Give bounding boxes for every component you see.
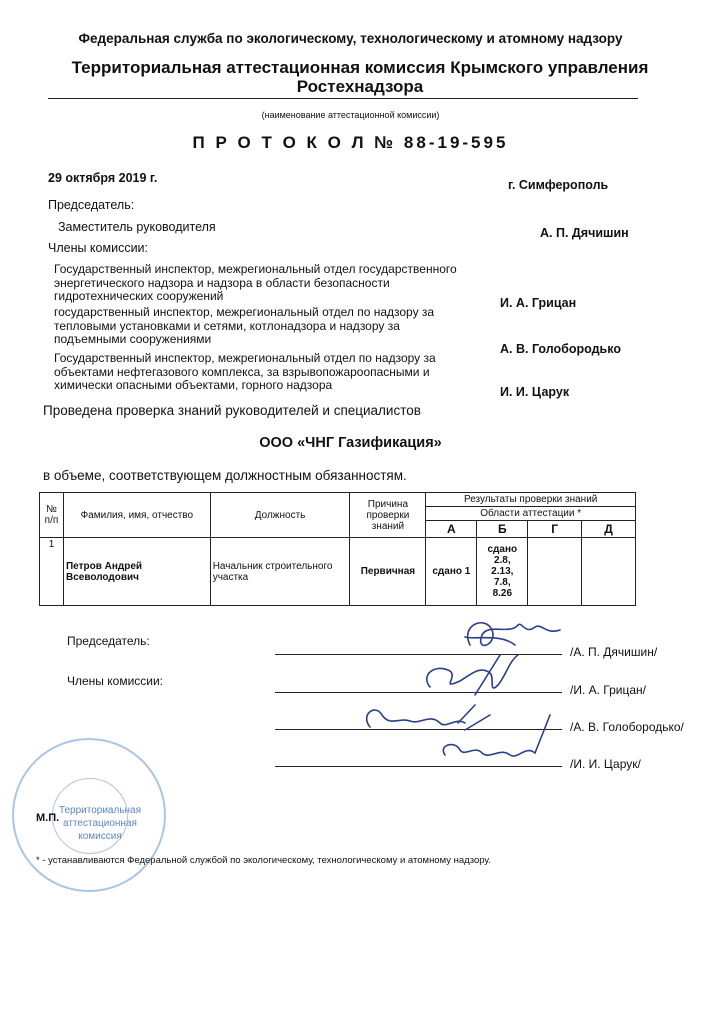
scope-text: в объеме, соответствующем должностным обязанностям. (43, 468, 407, 483)
commission-underline (48, 98, 638, 99)
agency-name: Федеральная служба по экологическому, технологическому и атомному надзору (78, 31, 623, 46)
members-label: Члены комиссии: (48, 241, 149, 255)
member-name: А. В. Голобородько (500, 342, 621, 356)
member-name: И. И. Царук (500, 385, 570, 399)
col-header-b: Б (477, 521, 528, 538)
cell-a: сдано 1 (426, 538, 477, 606)
col-header-g: Г (528, 521, 582, 538)
protocol-title: П Р О Т О К О Л № 88-19-595 (192, 133, 509, 152)
cell-num: 1 (40, 538, 64, 606)
protocol-date: 29 октября 2019 г. (48, 171, 158, 185)
col-header-fio: Фамилия, имя, отчество (63, 493, 210, 538)
chairman-label: Председатель: (48, 198, 135, 212)
mp-label: М.П. (36, 812, 60, 824)
sig-members-label: Члены комиссии: (67, 674, 164, 688)
col-header-areas: Области аттестации * (426, 507, 636, 521)
cell-position: Начальник строительного участка (210, 538, 350, 606)
col-header-num: № п/п (40, 493, 64, 538)
commission-name: Территориальная аттестационная комиссия Крымского управления Ростехнадзора (71, 58, 649, 96)
footnote: * - устанавливаются Федеральной службой по экологическому, технологическому и атомному надзору. (36, 855, 491, 866)
col-header-a: А (426, 521, 477, 538)
handwritten-signatures (260, 605, 580, 780)
protocol-city: г. Симферополь (508, 178, 609, 192)
col-header-reason: Причина проверки знаний (350, 493, 426, 538)
sig-name: /А. В. Голобородько/ (570, 720, 684, 734)
chairman-position: Заместитель руководителя (58, 220, 216, 234)
organization-name: ООО «ЧНГ Газификация» (259, 435, 442, 451)
chairman-name: А. П. Дячишин (540, 226, 629, 240)
cell-fio: Петров Андрей Всеволодович (63, 538, 210, 606)
member-name: И. А. Грицан (500, 296, 577, 310)
member-position: государственный инспектор, межрегиональный отдел по надзору за тепловыми установками и сетями, котлонадзора и надзору за подъемными сооружениями (54, 305, 435, 346)
results-table (39, 492, 636, 606)
cell-reason: Первичная (350, 538, 426, 606)
col-header-position: Должность (210, 493, 350, 538)
cell-d (582, 538, 636, 606)
sig-name: /И. А. Грицан/ (570, 683, 647, 697)
col-header-results: Результаты проверки знаний (426, 493, 636, 507)
commission-caption: (наименование аттестационной комиссии) (261, 110, 440, 120)
member-position: Государственный инспектор, межрегиональный отдел по надзору за объектами нефтегазового комплекса, за взрывопожароопасными и химически опасными объектами, горного надзора (54, 351, 436, 392)
sig-chairman-label: Председатель: (67, 634, 150, 648)
sig-name: /А. П. Дячишин/ (570, 645, 658, 659)
table-row (40, 538, 636, 606)
member-position: Государственный инспектор, межрегиональный отдел государственного энергетического надзора и надзора в области безопасности гидротехнических сооружений (54, 262, 457, 303)
col-header-d: Д (582, 521, 636, 538)
sig-name: /И. И. Царук/ (570, 757, 641, 771)
cell-b: сдано 2.8, 2.13, 7.8, 8.26 (477, 538, 528, 606)
cell-g (528, 538, 582, 606)
stamp-center-text: Территориальная аттестационная комиссия (58, 805, 142, 842)
check-text: Проведена проверка знаний руководителей и специалистов (43, 403, 421, 418)
